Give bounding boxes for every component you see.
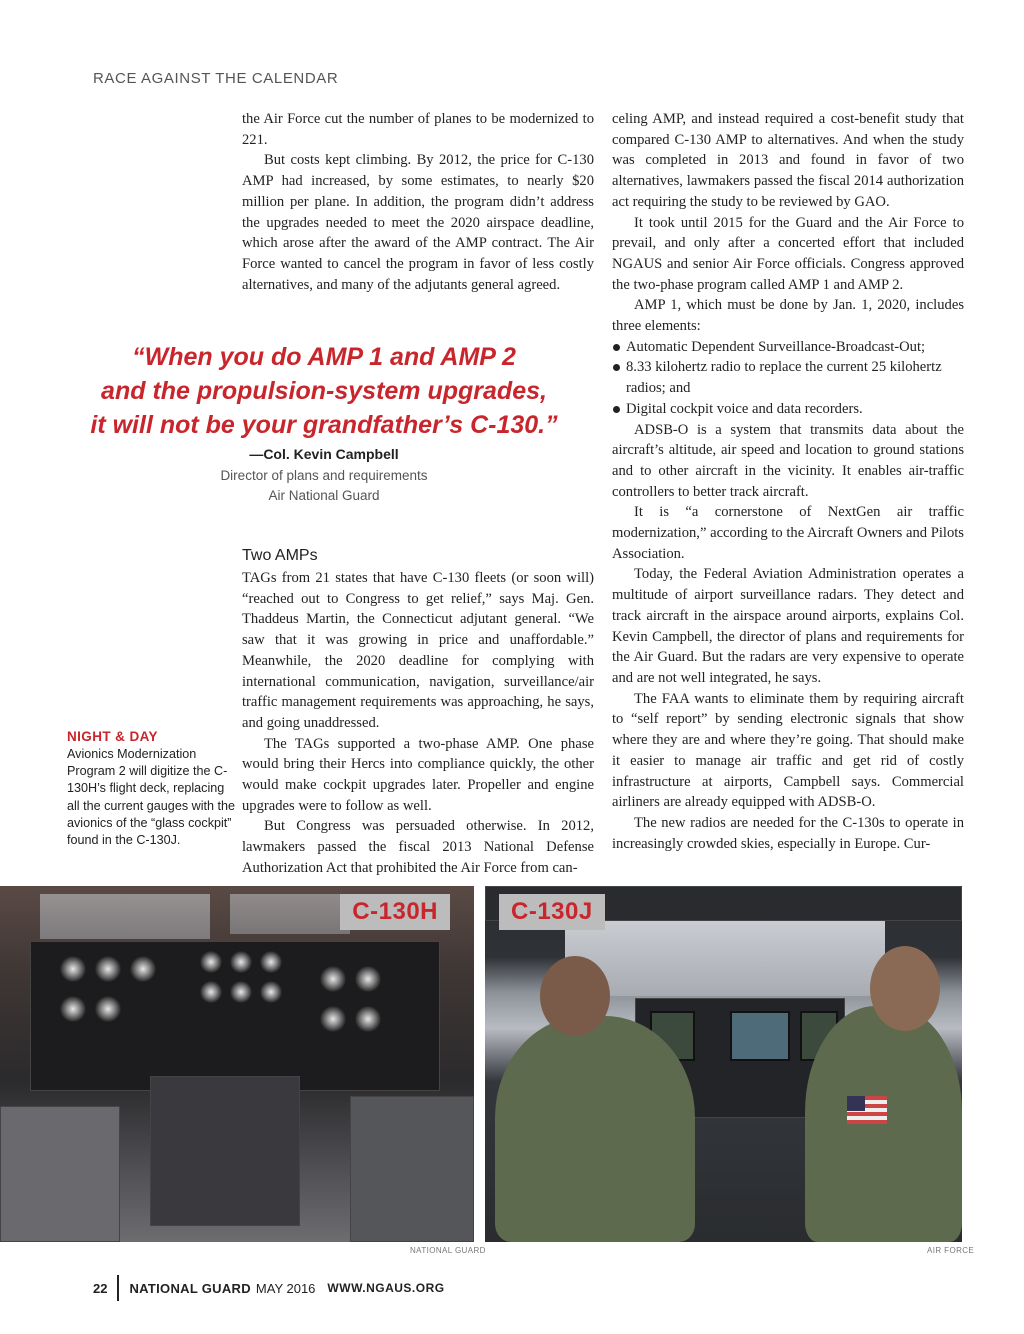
pull-quote-line: “When you do AMP 1 and AMP 2: [132, 343, 516, 371]
column-1-top: [242, 109, 594, 295]
bullet-item: 8.33 kilohertz radio to replace the current 25 kilohertz radios; and: [612, 357, 964, 398]
caption-body: Avionics Modernization Program 2 will digitize the C-130H’s flight deck, replacing all the current gauges with the avionics of the “glass cockpit” found in the C-130J.: [67, 747, 236, 848]
photo-caption: [67, 728, 237, 849]
copilot-figure: [805, 1006, 962, 1242]
us-flag-patch-icon: [847, 1096, 887, 1124]
page-footer: [93, 1275, 445, 1301]
photo-credit: AIR FORCE: [927, 1246, 975, 1255]
issue-date: MAY 2016: [255, 1280, 316, 1296]
caption-head: NIGHT & DAY: [67, 729, 158, 744]
photo-label-c130h: C-130H: [340, 894, 450, 930]
gauge-icon: [200, 981, 222, 1003]
section-header: RACE AGAINST THE CALENDAR: [93, 70, 339, 87]
pilot-figure: [495, 1016, 695, 1242]
pull-quote-line: it will not be your grandfather’s C-130.”: [90, 411, 558, 439]
c130j-cockpit-photo: [485, 886, 962, 1242]
quote-attribution-title: Director of plans and requirements: [220, 468, 428, 483]
pilot-head: [540, 956, 610, 1036]
paragraph: the Air Force cut the number of planes to be modernized to 221.: [242, 111, 594, 148]
display-screen: [730, 1011, 790, 1061]
quote-attribution-org: Air National Guard: [268, 488, 380, 503]
photo-credit: NATIONAL GUARD: [410, 1246, 486, 1255]
gauge-icon: [200, 951, 222, 973]
paragraph: The FAA wants to eliminate them by requiring aircraft to “self report” by sending electronic signals that show where they are and where they’re going. That should make it easier to manage air traffic and get rid of costly infrastructure at airports, Campbell says. Commercial airliners are already equipped with ADSB-O.: [612, 690, 964, 811]
windshield: [40, 894, 210, 939]
paragraph: The TAGs supported a two-phase AMP. One phase would bring their Hercs into compliance quickly, the other would make cockpit upgrades later. Propeller and engine upgrades were to follow as well.: [242, 735, 594, 814]
paragraph: Today, the Federal Aviation Administration operates a multitude of airport surveillance radars. They detect and track aircraft in the airspace around airports, explains Col. Kevin Campbell, the director of plans and requirements for the Air Guard. But the radars are very expensive to operate and are not well integrated, he says.: [612, 566, 964, 686]
gauge-icon: [95, 956, 121, 982]
column-2: [612, 109, 964, 854]
windshield: [565, 921, 885, 996]
gauge-icon: [320, 966, 346, 992]
gauge-icon: [260, 951, 282, 973]
pull-quote-line: and the propulsion-system upgrades,: [101, 377, 547, 405]
gauge-icon: [260, 981, 282, 1003]
copilot-seat: [350, 1096, 474, 1242]
column-1-bottom: [242, 545, 594, 879]
paragraph: AMP 1, which must be done by Jan. 1, 2020, includes three elements:: [612, 297, 964, 335]
bullet-item: Digital cockpit voice and data recorders.: [612, 399, 964, 420]
gauge-icon: [60, 956, 86, 982]
page-number: 22: [93, 1280, 108, 1296]
magazine-name: NATIONAL GUARD: [129, 1280, 251, 1296]
paragraph: TAGs from 21 states that have C-130 fleets (or soon will) “reached out to Congress to get relief,” says Maj. Gen. Thaddeus Martin, the Connecticut adjutant general. “We saw that it was growing in price and unaffordable.” Meanwhile, the 2020 deadline for complying with international communication, navigation, surveillance/air traffic management requirements was approaching, he says, and going unaddressed.: [242, 570, 594, 731]
paragraph: But costs kept climbing. By 2012, the price for C-130 AMP had increased, by some estimates, to nearly $20 million per plane. In addition, the program didn’t address the upgrades needed to meet the 2020 airspace deadline, which arose after the award of the AMP contract. The Air Force wanted to cancel the program in favor of less costly alternatives, and many of the adjutants general agreed.: [242, 152, 594, 293]
paragraph: ADSB-O is a system that transmits data about the aircraft’s altitude, air speed and location to ground stations and to other aircraft in the vicinity. It enables air-traffic controllers to better track aircraft.: [612, 421, 964, 500]
gauge-icon: [355, 966, 381, 992]
photo-label-c130j: C-130J: [499, 894, 605, 930]
gauge-icon: [355, 1006, 381, 1032]
gauge-icon: [130, 956, 156, 982]
bullet-list: [612, 337, 964, 420]
pull-quote: [80, 340, 568, 442]
gauge-icon: [320, 1006, 346, 1032]
copilot-head: [870, 946, 940, 1031]
paragraph: The new radios are needed for the C-130s to operate in increasingly crowded skies, especially in Europe. Cur-: [612, 814, 964, 852]
footer-divider: [117, 1275, 119, 1301]
paragraph: But Congress was persuaded otherwise. In 2012, lawmakers passed the fiscal 2013 National Defense Authorization Act that prohibited the Air Force from can-: [242, 818, 594, 876]
gauge-icon: [95, 996, 121, 1022]
paragraph: It took until 2015 for the Guard and the Air Force to prevail, and only after a concerted effort that included NGAUS and senior Air Force officials. Congress approved the two-phase program called AMP 1 and AMP 2.: [612, 214, 964, 293]
bullet-item: Automatic Dependent Surveillance-Broadcast-Out;: [612, 337, 964, 358]
quote-attribution-name: —Col. Kevin Campbell: [249, 446, 399, 462]
gauge-icon: [60, 996, 86, 1022]
website-link[interactable]: WWW.NGAUS.ORG: [327, 1281, 445, 1295]
paragraph: celing AMP, and instead required a cost-benefit study that compared C-130 AMP to alternatives. And when the study was completed in 2013 and found in favor of two alternatives, lawmakers passed the fiscal 2014 authorization act requiring the study to be reviewed by GAO.: [612, 111, 964, 210]
gauge-icon: [230, 981, 252, 1003]
throttle-quadrant: [150, 1076, 300, 1226]
subhead: Two AMPs: [242, 547, 318, 564]
paragraph: It is “a cornerstone of NextGen air traffic modernization,” according to the Aircraft Owners and Pilots Association.: [612, 504, 964, 562]
pilot-seat: [0, 1106, 120, 1242]
windshield: [230, 894, 350, 934]
c130h-cockpit-photo: [0, 886, 474, 1242]
gauge-icon: [230, 951, 252, 973]
